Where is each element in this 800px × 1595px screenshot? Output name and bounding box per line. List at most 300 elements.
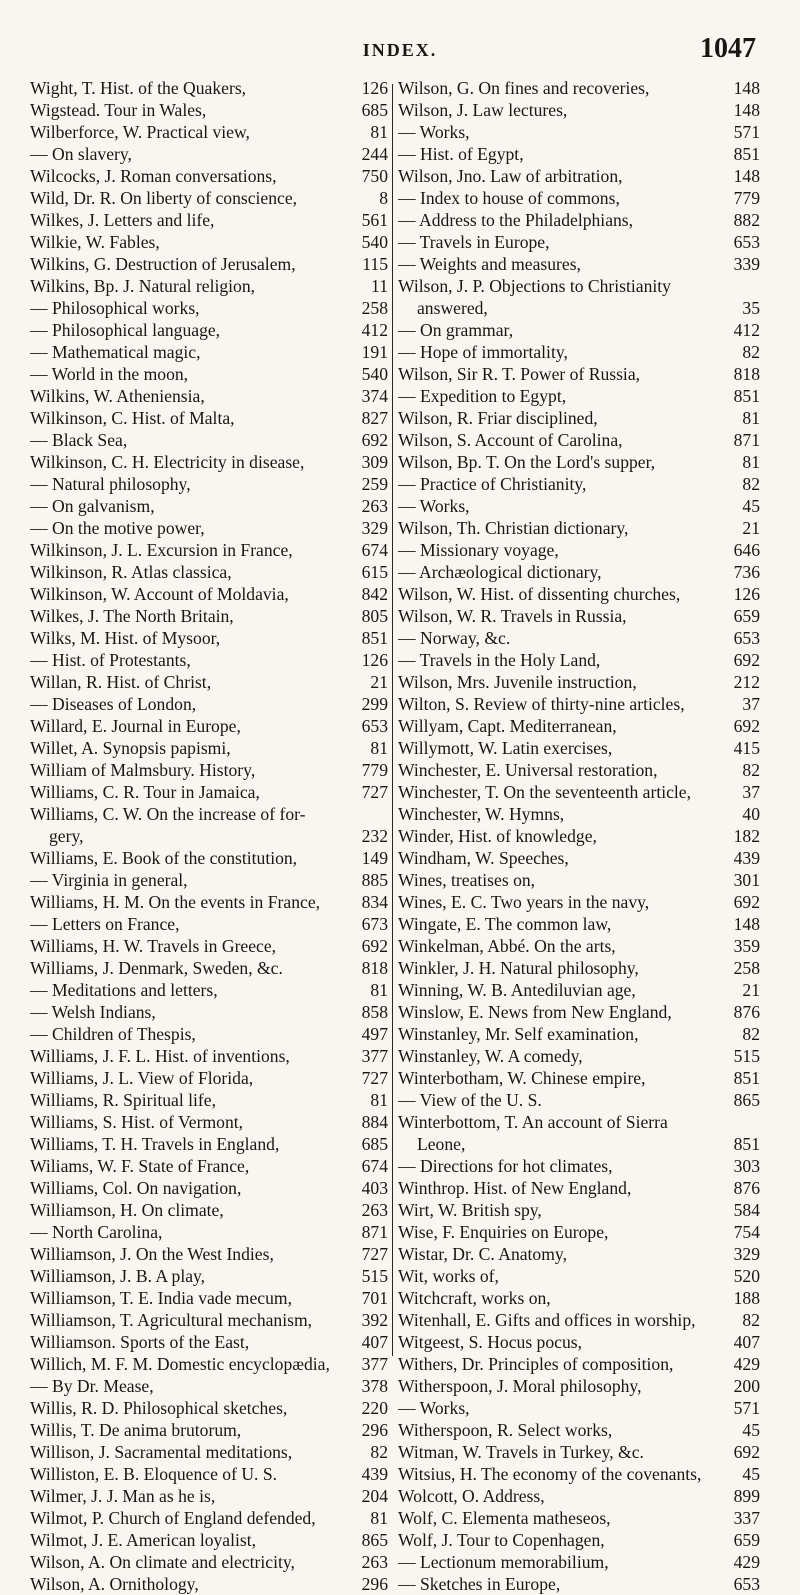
entry-page-number: 220 [361, 1398, 388, 1418]
index-entry [30, 319, 388, 341]
entry-text: Willyam, Capt. Mediterranean, [398, 716, 617, 736]
index-entry [30, 957, 388, 979]
entry-page-number: 515 [361, 1266, 388, 1286]
index-entry [30, 297, 388, 319]
entry-page-number: 303 [733, 1156, 760, 1176]
index-entry [30, 187, 388, 209]
index-entry [30, 671, 388, 693]
index-entry [30, 473, 388, 495]
entry-text: Wilkinson, C. Hist. of Malta, [30, 408, 235, 428]
entry-text: Wilson, Bp. T. On the Lord's supper, [398, 452, 656, 472]
entry-text: Willymott, W. Latin exercises, [398, 738, 613, 758]
entry-page-number: 884 [361, 1112, 388, 1132]
entry-text: — Philosophical language, [30, 320, 221, 340]
index-entry [30, 165, 388, 187]
entry-text: Wilks, M. Hist. of Mysoor, [30, 628, 221, 648]
entry-text: Williamson, H. On climate, [30, 1200, 224, 1220]
entry-page-number: 148 [733, 78, 760, 98]
index-entry [30, 341, 388, 363]
entry-page-number: 45 [742, 496, 760, 516]
entry-page-number: 692 [361, 430, 388, 450]
entry-page-number: 82 [370, 1442, 388, 1462]
entry-text: Witchcraft, works on, [398, 1288, 551, 1308]
entry-text: Wilmot, J. E. American loyalist, [30, 1530, 257, 1550]
entry-text: gery, [49, 826, 84, 846]
index-entry [398, 803, 760, 825]
entry-page-number: 259 [361, 474, 388, 494]
index-entry [398, 1375, 760, 1397]
index-entry [398, 451, 760, 473]
entry-text: Williams, J. F. L. Hist. of inventions, [30, 1046, 290, 1066]
entry-page-number: 359 [733, 936, 760, 956]
entry-text: Willard, E. Journal in Europe, [30, 716, 241, 736]
index-entry [398, 341, 760, 363]
index-entry [30, 231, 388, 253]
entry-page-number: 182 [733, 826, 760, 846]
entry-text: Wilkins, Bp. J. Natural religion, [30, 276, 256, 296]
entry-text: — By Dr. Mease, [30, 1376, 154, 1396]
index-entry [398, 1133, 760, 1155]
entry-text: — Works, [398, 122, 470, 142]
entry-text: Williams, C. W. On the increase of for- [30, 804, 306, 824]
entry-text: Wigstead. Tour in Wales, [30, 100, 207, 120]
index-entry [398, 1331, 760, 1353]
entry-page-number: 244 [361, 144, 388, 164]
entry-text: Wilkie, W. Fables, [30, 232, 160, 252]
entry-text: Withers, Dr. Principles of composition, [398, 1354, 674, 1374]
entry-text: Winchester, W. Hymns, [398, 804, 565, 824]
index-entry [398, 319, 760, 341]
entry-text: Wilson, S. Account of Carolina, [398, 430, 623, 450]
entry-page-number: 296 [361, 1420, 388, 1440]
entry-text: — Hist. of Protestants, [30, 650, 191, 670]
entry-text: Williams, H. M. On the events in France, [30, 892, 321, 912]
entry-text: Wilson, W. Hist. of dissenting churches, [398, 584, 681, 604]
entry-page-number: 21 [742, 980, 760, 1000]
index-entry [30, 1023, 388, 1045]
entry-text: Witenhall, E. Gifts and offices in worship, [398, 1310, 696, 1330]
entry-text: — Hist. of Egypt, [398, 144, 524, 164]
index-entry [398, 165, 760, 187]
index-entry [30, 275, 388, 297]
entry-page-number: 403 [361, 1178, 388, 1198]
entry-page-number: 429 [733, 1552, 760, 1572]
entry-page-number: 204 [361, 1486, 388, 1506]
index-entry [398, 1067, 760, 1089]
entry-text: — Practice of Christianity, [398, 474, 587, 494]
entry-page-number: 692 [733, 650, 760, 670]
entry-text: Winstanley, Mr. Self examination, [398, 1024, 639, 1044]
entry-page-number: 374 [361, 386, 388, 406]
entry-page-number: 659 [733, 1530, 760, 1550]
index-entry [30, 1045, 388, 1067]
entry-page-number: 40 [742, 804, 760, 824]
index-entry [398, 473, 760, 495]
page-header-title: INDEX. [362, 40, 438, 60]
index-entry [398, 231, 760, 253]
entry-text: Wilson, A. Ornithology, [30, 1574, 199, 1594]
entry-text: — On grammar, [398, 320, 514, 340]
entry-text: Wilkes, J. The North Britain, [30, 606, 234, 626]
index-entry [398, 1111, 760, 1133]
entry-text: Wilkinson, W. Account of Moldavia, [30, 584, 289, 604]
entry-page-number: 497 [361, 1024, 388, 1044]
entry-page-number: 439 [361, 1464, 388, 1484]
index-entry [398, 495, 760, 517]
entry-text: — On the motive power, [30, 518, 205, 538]
entry-text: Wit, works of, [398, 1266, 499, 1286]
entry-page-number: 377 [361, 1354, 388, 1374]
entry-text: Wilmot, P. Church of England defended, [30, 1508, 316, 1528]
entry-text: — Works, [398, 496, 470, 516]
entry-text: Wiliams, W. F. State of France, [30, 1156, 250, 1176]
entry-page-number: 653 [733, 232, 760, 252]
entry-text: Winthrop. Hist. of New England, [398, 1178, 632, 1198]
index-entry [30, 759, 388, 781]
entry-text: — Norway, &c. [398, 628, 511, 648]
entry-text: — Travels in the Holy Land, [398, 650, 601, 670]
entry-page-number: 392 [361, 1310, 388, 1330]
entry-page-number: 876 [733, 1178, 760, 1198]
index-entry [30, 803, 388, 825]
index-entry [398, 583, 760, 605]
entry-page-number: 377 [361, 1046, 388, 1066]
entry-text: Windham, W. Speeches, [398, 848, 569, 868]
entry-text: — Address to the Philadelphians, [398, 210, 634, 230]
index-entry [398, 209, 760, 231]
entry-text: Williamson, J. B. A play, [30, 1266, 206, 1286]
entry-page-number: 82 [742, 1024, 760, 1044]
entry-text: Williamson, T. Agricultural mechanism, [30, 1310, 313, 1330]
index-entry [398, 1155, 760, 1177]
index-entry [398, 627, 760, 649]
entry-text: — Missionary voyage, [398, 540, 559, 560]
entry-text: — Works, [398, 1398, 470, 1418]
entry-text: — Index to house of commons, [398, 188, 620, 208]
index-entry [398, 1419, 760, 1441]
entry-page-number: 871 [733, 430, 760, 450]
entry-page-number: 736 [733, 562, 760, 582]
entry-page-number: 659 [733, 606, 760, 626]
entry-page-number: 378 [361, 1376, 388, 1396]
entry-page-number: 818 [361, 958, 388, 978]
entry-text: — Archæological dictionary, [398, 562, 602, 582]
entry-page-number: 851 [733, 386, 760, 406]
index-entry [30, 891, 388, 913]
entry-text: Wise, F. Enquiries on Europe, [398, 1222, 609, 1242]
entry-page-number: 805 [361, 606, 388, 626]
entry-text: Winterbotham, W. Chinese empire, [398, 1068, 646, 1088]
entry-page-number: 692 [733, 716, 760, 736]
index-entry [30, 363, 388, 385]
entry-page-number: 126 [361, 650, 388, 670]
entry-page-number: 727 [361, 1068, 388, 1088]
entry-page-number: 865 [733, 1090, 760, 1110]
entry-page-number: 21 [742, 518, 760, 538]
index-entry [30, 693, 388, 715]
index-entry [398, 1397, 760, 1419]
index-entry [398, 1463, 760, 1485]
entry-page-number: 82 [742, 342, 760, 362]
entry-page-number: 754 [733, 1222, 760, 1242]
entry-page-number: 571 [733, 1398, 760, 1418]
entry-page-number: 200 [733, 1376, 760, 1396]
entry-text: Wilmer, J. J. Man as he is, [30, 1486, 216, 1506]
index-entry [30, 979, 388, 1001]
entry-page-number: 148 [733, 166, 760, 186]
entry-text: Wingate, E. The common law, [398, 914, 612, 934]
entry-page-number: 439 [733, 848, 760, 868]
entry-text: Wilkins, G. Destruction of Jerusalem, [30, 254, 296, 274]
entry-page-number: 882 [733, 210, 760, 230]
entry-text: Williams, S. Hist. of Vermont, [30, 1112, 244, 1132]
entry-text: Williams, E. Book of the constitution, [30, 848, 298, 868]
index-entry [398, 693, 760, 715]
entry-page-number: 148 [733, 914, 760, 934]
entry-text: Wilson, J. Law lectures, [398, 100, 568, 120]
index-entry [30, 539, 388, 561]
entry-text: — Sketches in Europe, [398, 1574, 561, 1594]
index-entry [30, 1551, 388, 1573]
entry-text: Wilkins, W. Atheniensia, [30, 386, 205, 406]
entry-page-number: 407 [733, 1332, 760, 1352]
index-entry [30, 253, 388, 275]
entry-page-number: 115 [362, 254, 388, 274]
entry-page-number: 515 [733, 1046, 760, 1066]
index-entry [30, 1133, 388, 1155]
page-number: 1047 [700, 33, 756, 64]
entry-page-number: 673 [361, 914, 388, 934]
index-entry [30, 1441, 388, 1463]
entry-text: Witherspoon, J. Moral philosophy, [398, 1376, 642, 1396]
entry-page-number: 45 [742, 1464, 760, 1484]
entry-text: Wilkinson, J. L. Excursion in France, [30, 540, 293, 560]
index-entry [30, 1287, 388, 1309]
entry-text: Wilson, Mrs. Juvenile instruction, [398, 672, 637, 692]
entry-text: — Black Sea, [30, 430, 128, 450]
entry-text: Wilson, Jno. Law of arbitration, [398, 166, 623, 186]
entry-page-number: 8 [379, 188, 388, 208]
entry-page-number: 149 [361, 848, 388, 868]
entry-text: — On galvanism, [30, 496, 155, 516]
index-entry [30, 1067, 388, 1089]
index-entry [398, 253, 760, 275]
entry-text: — Meditations and letters, [30, 980, 218, 1000]
entry-page-number: 692 [733, 892, 760, 912]
entry-text: Williams, T. H. Travels in England, [30, 1134, 280, 1154]
index-entry [30, 935, 388, 957]
entry-page-number: 126 [733, 584, 760, 604]
entry-page-number: 827 [361, 408, 388, 428]
entry-page-number: 429 [733, 1354, 760, 1374]
entry-text: Witman, W. Travels in Turkey, &c. [398, 1442, 644, 1462]
entry-text: Wilson, Sir R. T. Power of Russia, [398, 364, 641, 384]
index-entry [30, 1199, 388, 1221]
index-entry [30, 1529, 388, 1551]
index-entry [30, 1397, 388, 1419]
entry-text: Wilton, S. Review of thirty-nine articles, [398, 694, 685, 714]
index-entry [30, 1221, 388, 1243]
entry-page-number: 561 [361, 210, 388, 230]
index-entry [398, 605, 760, 627]
index-entry [30, 825, 388, 847]
entry-text: Wilson, R. Friar disciplined, [398, 408, 598, 428]
index-entry [30, 1573, 388, 1595]
index-column-left [30, 77, 388, 1595]
index-entry [398, 1441, 760, 1463]
entry-page-number: 685 [361, 1134, 388, 1154]
index-entry [398, 539, 760, 561]
entry-page-number: 865 [361, 1530, 388, 1550]
index-entry [398, 187, 760, 209]
entry-page-number: 21 [370, 672, 388, 692]
index-entry [398, 297, 760, 319]
entry-page-number: 685 [361, 100, 388, 120]
index-entry [398, 1573, 760, 1595]
entry-page-number: 81 [370, 738, 388, 758]
entry-text: Willis, T. De anima brutorum, [30, 1420, 242, 1440]
entry-text: William of Malmsbury. History, [30, 760, 256, 780]
index-entry [398, 429, 760, 451]
index-entry [398, 1507, 760, 1529]
index-entry [30, 121, 388, 143]
index-entry [398, 759, 760, 781]
entry-text: Wilberforce, W. Practical view, [30, 122, 250, 142]
index-entry [30, 1331, 388, 1353]
index-entry [398, 1023, 760, 1045]
entry-page-number: 842 [361, 584, 388, 604]
index-entry [398, 715, 760, 737]
entry-text: Williamson, T. E. India vade mecum, [30, 1288, 292, 1308]
entry-text: — World in the moon, [30, 364, 189, 384]
entry-page-number: 188 [733, 1288, 760, 1308]
entry-text: Wolf, C. Elementa matheseos, [398, 1508, 611, 1528]
entry-page-number: 45 [742, 1420, 760, 1440]
index-entry [30, 605, 388, 627]
entry-page-number: 82 [742, 760, 760, 780]
index-entry [398, 1177, 760, 1199]
entry-page-number: 885 [361, 870, 388, 890]
entry-text: — Letters on France, [30, 914, 180, 934]
entry-text: Willison, J. Sacramental meditations, [30, 1442, 293, 1462]
entry-page-number: 851 [733, 1068, 760, 1088]
entry-page-number: 412 [733, 320, 760, 340]
entry-text: Wolf, J. Tour to Copenhagen, [398, 1530, 605, 1550]
entry-page-number: 81 [742, 408, 760, 428]
entry-page-number: 571 [733, 122, 760, 142]
entry-page-number: 779 [361, 760, 388, 780]
entry-text: Williams, H. W. Travels in Greece, [30, 936, 277, 956]
index-entry [30, 517, 388, 539]
entry-page-number: 37 [742, 782, 760, 802]
entry-page-number: 834 [361, 892, 388, 912]
entry-page-number: 212 [733, 672, 760, 692]
index-entry [30, 1463, 388, 1485]
index-entry [398, 1243, 760, 1265]
index-entry [398, 561, 760, 583]
index-entry [398, 275, 760, 297]
entry-page-number: 584 [733, 1200, 760, 1220]
entry-page-number: 81 [370, 980, 388, 1000]
entry-page-number: 653 [733, 628, 760, 648]
entry-page-number: 674 [361, 540, 388, 560]
entry-page-number: 191 [361, 342, 388, 362]
entry-page-number: 148 [733, 100, 760, 120]
entry-page-number: 263 [361, 496, 388, 516]
index-entry [398, 737, 760, 759]
entry-text: Witherspoon, R. Select works, [398, 1420, 613, 1440]
entry-text: Wilcocks, J. Roman conversations, [30, 166, 277, 186]
entry-text: Wilkes, J. Letters and life, [30, 210, 215, 230]
index-entry [398, 1199, 760, 1221]
entry-page-number: 301 [733, 870, 760, 890]
index-entry [30, 407, 388, 429]
entry-text: — Welsh Indians, [30, 1002, 156, 1022]
index-entry [398, 1309, 760, 1331]
entry-text: Winder, Hist. of knowledge, [398, 826, 597, 846]
index-entry [30, 495, 388, 517]
entry-page-number: 540 [361, 364, 388, 384]
entry-text: — Travels in Europe, [398, 232, 550, 252]
index-entry [30, 627, 388, 649]
entry-text: Wilson, Th. Christian dictionary, [398, 518, 629, 538]
entry-text: — Weights and measures, [398, 254, 581, 274]
index-entry [30, 583, 388, 605]
index-entry [30, 561, 388, 583]
entry-page-number: 81 [370, 1508, 388, 1528]
entry-page-number: 779 [733, 188, 760, 208]
index-entry [398, 935, 760, 957]
entry-page-number: 540 [361, 232, 388, 252]
entry-page-number: 126 [361, 78, 388, 98]
entry-text: Willis, R. D. Philosophical sketches, [30, 1398, 288, 1418]
entry-text: Winkelman, Abbé. On the arts, [398, 936, 616, 956]
entry-page-number: 296 [361, 1574, 388, 1594]
index-entry [398, 385, 760, 407]
entry-text: — On slavery, [30, 144, 132, 164]
column-divider [392, 84, 393, 1356]
entry-page-number: 81 [370, 1090, 388, 1110]
index-entry [398, 913, 760, 935]
entry-page-number: 818 [733, 364, 760, 384]
entry-page-number: 11 [371, 276, 388, 296]
index-entry [398, 825, 760, 847]
entry-text: Williams, J. L. View of Florida, [30, 1068, 254, 1088]
index-entry [30, 1155, 388, 1177]
entry-text: Wild, Dr. R. On liberty of conscience, [30, 188, 298, 208]
index-entry [30, 143, 388, 165]
entry-text: Wilson, G. On fines and recoveries, [398, 78, 650, 98]
index-entry [398, 869, 760, 891]
entry-page-number: 851 [361, 628, 388, 648]
entry-text: — Diseases of London, [30, 694, 197, 714]
entry-page-number: 232 [361, 826, 388, 846]
index-entry [398, 847, 760, 869]
entry-page-number: 81 [742, 452, 760, 472]
entry-text: Wight, T. Hist. of the Quakers, [30, 78, 247, 98]
index-entry [398, 1221, 760, 1243]
entry-page-number: 858 [361, 1002, 388, 1022]
entry-text: Leone, [417, 1134, 466, 1154]
entry-page-number: 37 [742, 694, 760, 714]
entry-text: Wilson, J. P. Objections to Christianity [398, 276, 671, 296]
entry-text: Winchester, T. On the seventeenth article, [398, 782, 692, 802]
entry-text: — Philosophical works, [30, 298, 200, 318]
index-entry [30, 1375, 388, 1397]
entry-text: Wines, E. C. Two years in the navy, [398, 892, 650, 912]
index-entry [398, 121, 760, 143]
index-entry [30, 1309, 388, 1331]
